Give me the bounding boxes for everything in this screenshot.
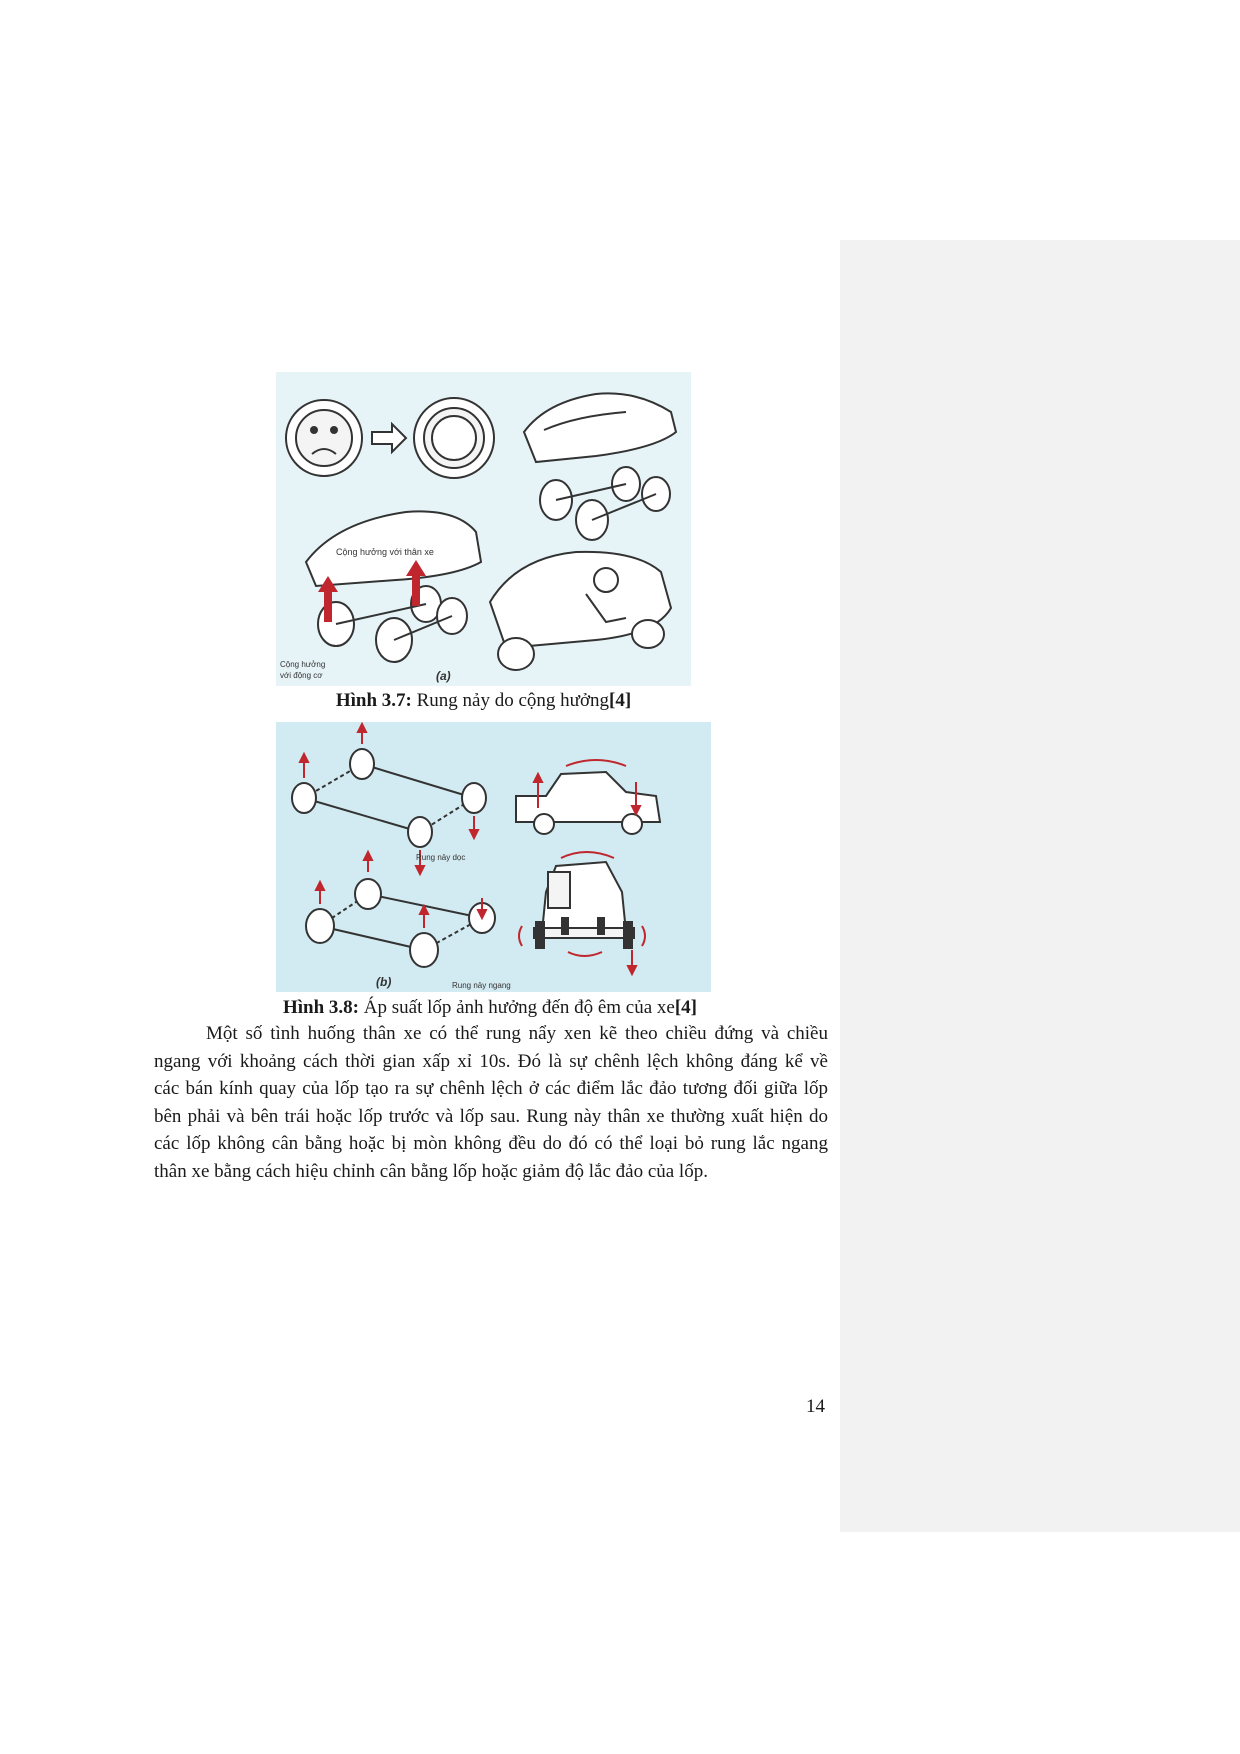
paragraph-line: thân xe bằng cách hiệu chỉnh cân bằng lốp hoặc giảm độ lắc đảo của lốp.	[154, 1160, 708, 1182]
paragraph-line: các bán kính quay của lốp tạo ra sự chênh lệch ở các điểm lắc đảo tương đối giữa lốp	[154, 1078, 828, 1099]
engine-resonance-label-1: Cộng hưởng	[280, 660, 326, 669]
caption-reference: [4]	[674, 997, 698, 1018]
figure-3-7-caption	[276, 690, 691, 712]
figure-3-8-image	[276, 722, 711, 992]
caption-label: Hình 3.8:	[282, 997, 360, 1018]
figure-3-8-caption	[200, 997, 780, 1019]
panel-letter-b: (b)	[376, 975, 392, 989]
paragraph-line: các lốp không cân bằng hoặc bị mòn không đều do đó có thể loại bỏ rung lắc ngang	[154, 1133, 828, 1154]
paragraph-line: bên phải và bên trái hoặc lốp trước và lốp sau. Rung này thân xe thường xuất hiện do	[154, 1105, 828, 1127]
caption-reference: [4]	[609, 690, 632, 711]
caption-text: Áp suất lốp ảnh hưởng đến độ êm của xe	[359, 997, 675, 1018]
paragraph-line: Một số tình huống thân xe có thể rung nẩy xen kẽ theo chiều đứng và chiều	[206, 1023, 828, 1044]
tire-pressure-illustration	[276, 722, 711, 992]
body-paragraph	[154, 1020, 828, 1185]
caption-label: Hình 3.7:	[335, 690, 412, 711]
horizontal-vibration-label: Rung nảy ngang	[452, 981, 511, 990]
vertical-vibration-label: Rung nảy dọc	[416, 853, 466, 862]
panel-letter-a: (a)	[436, 669, 451, 683]
paragraph-line: ngang với khoảng cách thời gian xấp xỉ 10s. Đó là sự chênh lệch không đáng kể về	[154, 1050, 828, 1072]
tire-icon	[414, 398, 494, 478]
engine-resonance-label-2: với động cơ	[280, 671, 323, 680]
page-number: 14	[806, 1396, 825, 1417]
body-resonance-label: Cộng hưởng với thân xe	[336, 547, 434, 557]
resonance-illustration	[276, 372, 691, 686]
comment-margin-pane	[840, 240, 1240, 1532]
figure-3-7-image	[276, 372, 691, 686]
caption-text: Rung nảy do cộng hưởng	[411, 690, 609, 711]
sad-tire-icon	[286, 400, 362, 476]
